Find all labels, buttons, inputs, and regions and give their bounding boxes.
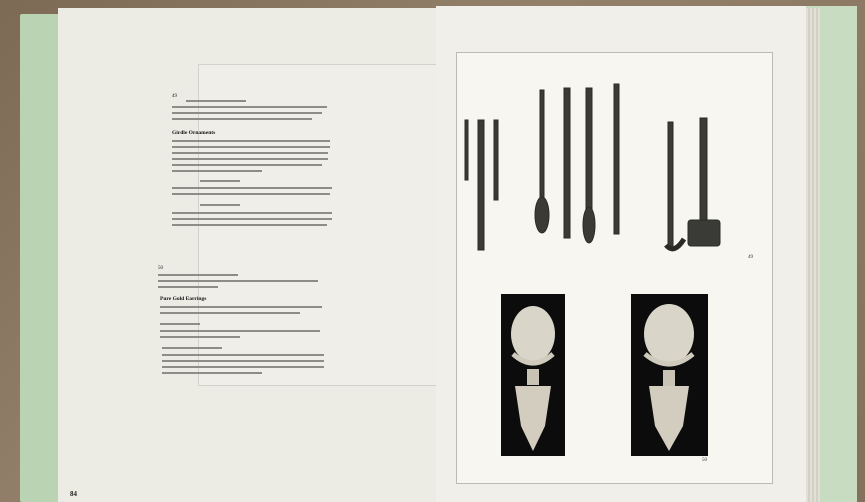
caption-number-49: 49 xyxy=(172,94,177,99)
text-line xyxy=(158,286,218,288)
text-line xyxy=(200,180,240,182)
text-line xyxy=(162,354,324,356)
text-line xyxy=(160,330,320,332)
text-line xyxy=(172,152,328,154)
text-line xyxy=(172,164,322,166)
pendant-chain xyxy=(478,120,484,250)
text-line xyxy=(160,306,322,308)
text-line xyxy=(172,140,330,142)
caption-number-50: 50 xyxy=(158,266,163,271)
plate-number-50: 50 xyxy=(702,458,707,463)
text-line xyxy=(172,212,332,214)
plate-number-49: 49 xyxy=(748,255,753,260)
text-line xyxy=(172,193,330,195)
text-line xyxy=(172,170,262,172)
pendant-chain xyxy=(540,90,544,210)
pendant-chain xyxy=(700,118,707,223)
text-line xyxy=(160,323,200,325)
text-line xyxy=(162,366,324,368)
text-line xyxy=(158,280,318,282)
page-folio: 84 xyxy=(70,490,77,498)
text-line xyxy=(172,118,312,120)
text-line xyxy=(172,187,332,189)
earring-photo-right xyxy=(631,294,708,456)
pendant-chain xyxy=(614,84,619,234)
pendant-chain xyxy=(465,120,468,180)
text-line xyxy=(162,372,262,374)
girdle-ornaments-illustration xyxy=(456,60,766,260)
text-line xyxy=(162,360,324,362)
page-edges xyxy=(806,8,820,502)
text-line xyxy=(158,274,238,276)
left-page xyxy=(58,8,442,502)
fish-pendant xyxy=(583,207,595,243)
text-line xyxy=(186,100,246,102)
leaf-pendant xyxy=(535,197,549,233)
text-line xyxy=(172,158,328,160)
text-line xyxy=(160,336,240,338)
text-line xyxy=(172,146,330,148)
pendant-chain xyxy=(494,120,498,200)
earring-photo-left xyxy=(501,294,565,456)
text-line xyxy=(172,224,327,226)
text-line xyxy=(162,347,222,349)
text-line xyxy=(172,106,327,108)
section-heading: Pure Gold Earrings xyxy=(160,296,207,302)
pendant-chain xyxy=(564,88,570,238)
openwork-plaque xyxy=(688,220,720,246)
text-line xyxy=(172,218,332,220)
section-heading: Girdle Ornaments xyxy=(172,130,216,136)
text-line xyxy=(172,112,322,114)
text-line xyxy=(200,204,240,206)
pendant-chain xyxy=(668,122,673,247)
text-line xyxy=(160,312,300,314)
